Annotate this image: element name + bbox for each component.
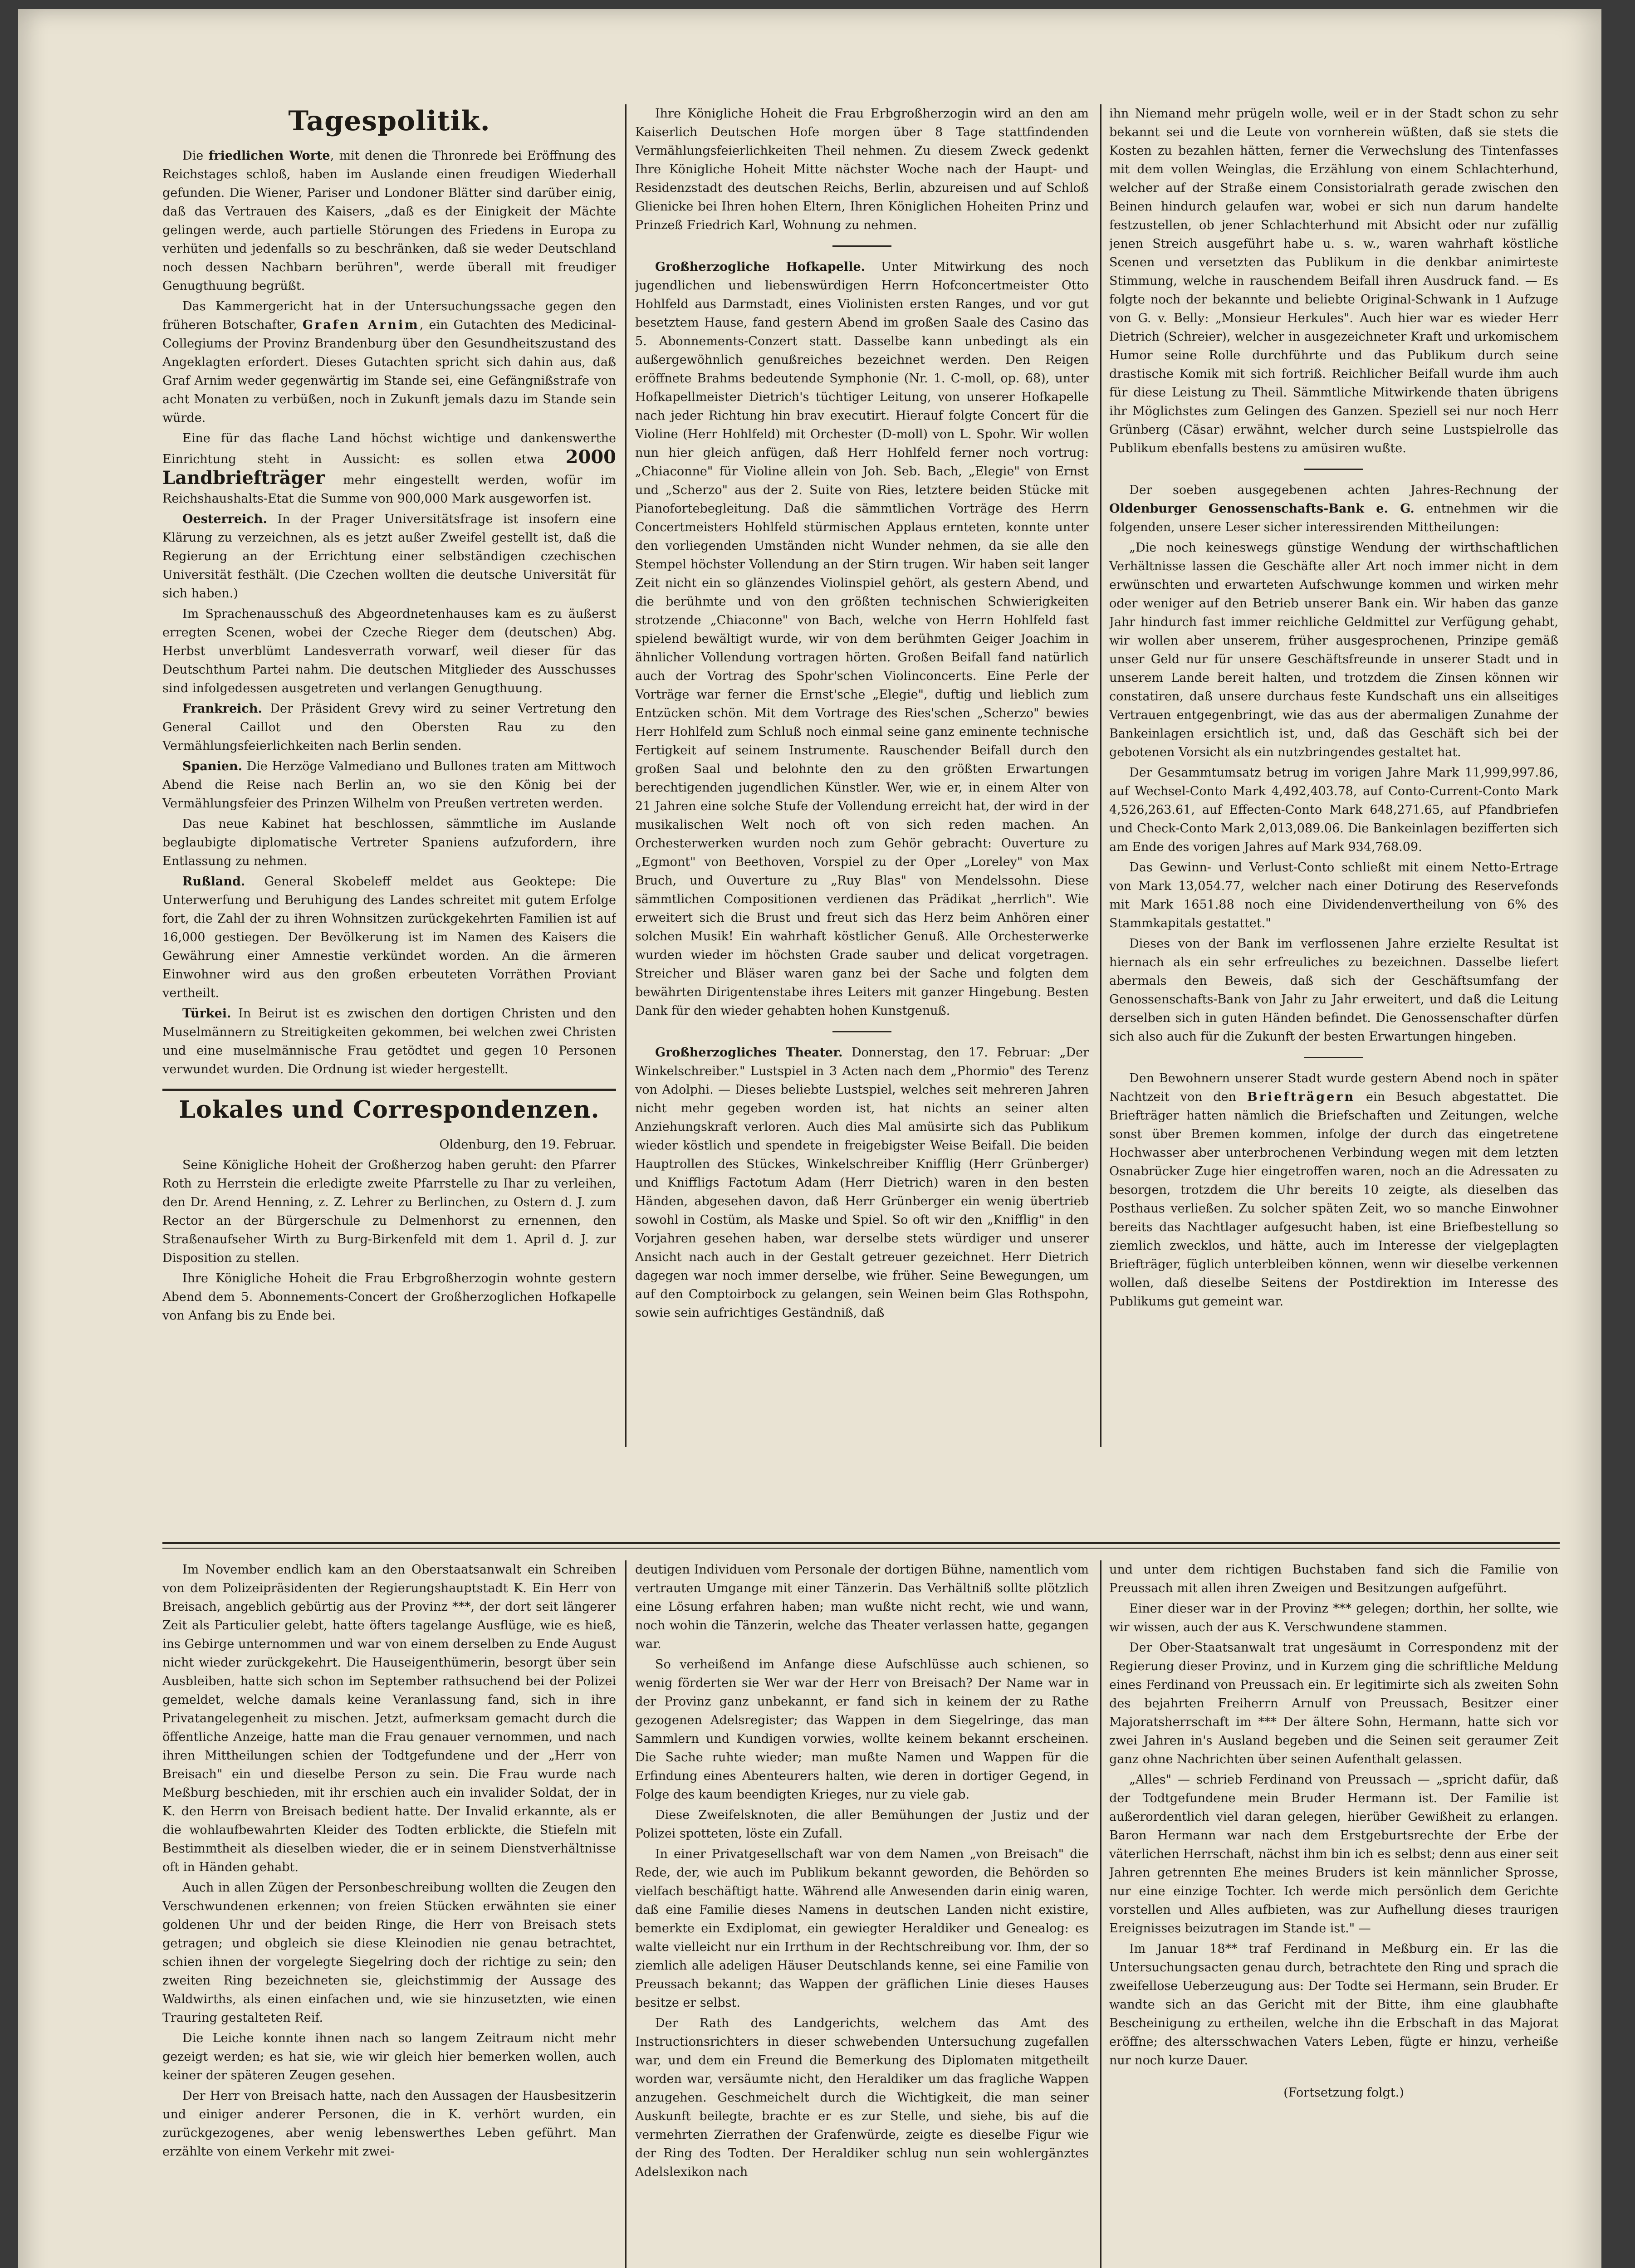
article-erbgrossherzogin-berlin: Ihre Königliche Hoheit die Frau Erbgroßherzogin wird an den am Kaiserlich Deutschen Hofe morgen über 8 Tage stattfindenden Vermählungsfeierlichkeiten Theil nehmen. Zu diesem Zweck gedenkt Ihre Königliche Hoheit Mitte nächster Woche nach der Haupt- und Residenzstadt des deutschen Reichs, Berlin, abzureisen und auf Schloß Glienicke bei Ihren hohen Eltern, Ihren Königlichen Hoheiten Prinz und Prinzeß Friedrich Karl, Wohnung zu nehmen. <box>635 107 1089 232</box>
separator <box>1304 1057 1363 1058</box>
feuilleton-3-3: Der Ober-Staatsanwalt trat ungesäumt in Correspondenz mit der Regierung dieser Provinz, und in Kurzem ging die schriftliche Meldung eines Ferdinand von Preussach ein. Er legitimirte sich als zweiten Sohn des bejahrten Freiherrn Arnulf von Preussach, Besitzer einer Majoratsherrschaft im *** Der ältere Sohn, Hermann, hatte sich vor zwei Jahren in's Ausland begeben und die Seinen seit geraumer Zeit ganz ohne Nachrichten über seinen Aufenthalt gelassen. <box>1109 1641 1558 1766</box>
article-sprachenausschuss: Im Sprachenausschuß des Abgeordnetenhauses kam es zu äußerst erregten Scenen, wobei der Czeche Rieger dem (deutschen) Abg. Herbst unverblümt Landesverrath vorwarf, weil dieser für das Deutschthum Partei nahm. Die deutschen Mitglieder des Ausschusses sind infolgedessen ausgetreten und verlangen Genugthuung. <box>162 607 616 695</box>
feuilleton-2-5: Der Rath des Landgerichts, welchem das Amt des Instructionsrichters in dieser schwebenden Untersuchung zugefallen war, und dem ein Freund die Bemerkung des Diplomaten mitgetheilt worden war, versäumte nicht, den Heraldiker um das fragliche Wappen anzugehen. Geschmeichelt durch die Wichtigkeit, die man seiner Auskunft beilegte, brachte er es zur Stelle, und siehe, bis auf die vermehrten Zierrathen der Grafenwürde, zeigte es dieselbe Figur wie der Ring des Todten. Der Heraldiker schlug nun sein wohlergänztes Adelslexikon nach <box>635 2016 1089 2179</box>
article-friedliche-worte: Die friedlichen Worte, mit denen die Thronrede bei Eröffnung des Reichstages schloß, haben im Auslande einen freudigen Wiederhall gefunden. Die Wiener, Pariser und Londoner Blätter sind darüber einig, daß das Vertrauen des Kaisers, „daß es der Einigkeit der Mächte gelingen werde, auch partielle Störungen des Friedens in Europa zu verhüten und jedenfalls so zu beschränken, daß sie weder Deutschland noch dessen Nachbarn berühren", werde überall mit freudiger Genugthuung begrüßt. <box>162 149 616 293</box>
feuilleton-3-1: und unter dem richtigen Buchstaben fand sich die Familie von Preussach mit allen ihren Zweigen und Besitzungen aufgeführt. <box>1109 1563 1558 1595</box>
column-1 <box>162 102 616 1454</box>
article-frankreich: Frankreich. Der Präsident Grevy wird zu seiner Vertretung den General Caillot und den Obersten Rau zu den Vermählungsfeierlichkeiten nach Berlin senden. <box>162 702 616 753</box>
separator <box>832 1031 891 1032</box>
feuilleton-1-3: Die Leiche konnte ihnen nach so langem Zeitraum nicht mehr gezeigt werden; es hat sie, wie wir gleich hier bemerken wollen, auch keiner der späteren Zeugen gesehen. <box>162 2031 616 2082</box>
feuilleton-3-2: Einer dieser war in der Provinz *** gelegen; dorthin, her sollte, wie wir wissen, auch der aus K. Verschwundene stammen. <box>1109 1602 1558 1634</box>
section-rule <box>162 1089 616 1091</box>
separator <box>832 245 891 247</box>
article-arnim: Das Kammergericht hat in der Untersuchungssache gegen den früheren Botschafter, Grafen Arnim, ein Gutachten des Medicinal-Collegiums der Provinz Brandenburg über den Gesundheitszustand des Angeklagten erfordert. Dieses Gutachten spricht sich dahin aus, daß Graf Arnim weder gegenwärtig im Stande sei, eine Gefängnißstrafe von acht Monaten zu verbüßen, noch in Zukunft jemals dazu im Stande sein würde. <box>162 299 616 425</box>
feuilleton-rule-top <box>162 1542 1560 1544</box>
feuilleton-rule-1 <box>625 1560 627 2268</box>
feuilleton-1-4: Der Herr von Breisach hatte, nach den Aussagen der Hausbesitzerin und einiger anderer Personen, die in K. verhört wurden, ein zurückgezogenes, aber wenig lebenswerthes Leben geführt. Man erzählte von einem Verkehr mit zwei- <box>162 2089 616 2159</box>
feuilleton-rule-2 <box>1100 1560 1101 2268</box>
continuation-note: (Fortsetzung folgt.) <box>1283 2086 1404 2100</box>
feuilleton-1-1: Im November endlich kam an den Oberstaatsanwalt ein Schreiben von dem Polizeipräsidenten der Regierungshauptstadt K. Ein Herr von Breisach, angeblich gebürtig aus der Provinz ***, der dort seit längerer Zeit als Particulier gelebt, hatte öfters tagelange Ausflüge, wie es hieß, ins Gebirge unternommen und war von einem derselben zu Ende August nicht wieder zurückgekehrt. Die Hauseigenthümerin, besorgt über sein Ausbleiben, hatte sich schon im September rathsuchend bei der Polizei gemeldet, welche damals keine Veranlassung fand, sich in ihre Privatangelegenheit zu mischen. Jetzt, aufmerksam gemacht durch die öffentliche Anzeige, hatte man die Frau genauer vernommen, und nach ihren Mittheilungen schien der Todtgefundene und der „Herr von Breisach" ein und dieselbe Person zu sein. Die Frau wurde nach Meßburg beschieden, mit ihr erschien auch ein invalider Soldat, der in K. den Herrn von Breisach bedient hatte. Der Invalid erkannte, als er die wohlaufbewahrten Kleider des Todten erblickte, die Stiefeln mit Bestimmtheit als dieselben wieder, die er in seinem Dienstverhältnisse oft in Händen gehabt. <box>162 1563 616 1874</box>
column-rule-1 <box>625 104 627 1447</box>
heading-tagespolitik: Tagespolitik. <box>288 105 490 137</box>
heading-lokales: Lokales und Correspondenzen. <box>179 1096 600 1124</box>
feuilleton-3-5: Im Januar 18** traf Ferdinand in Meßburg ein. Er las die Untersuchungsacten genau durch, betrachtete den Ring und sprach die zweifellose Ueberzeugung aus: Der Todte sei Hermann, sein Bruder. Er wandte sich an das Gericht mit der Bitte, ihm eine glaubhafte Bescheinigung zu ertheilen, welche ihn die Erbschaft in das Majorat eröffne; des altersschwachen Vaters Leben, fügte er hinzu, verheiße nur noch kurze Dauer. <box>1109 1942 1558 2068</box>
article-genossenschaftsbank: Der soeben ausgegebenen achten Jahres-Rechnung der Oldenburger Genossenschafts-Bank e. G. entnehmen wir die folgenden, unsere Leser sicher interessirenden Mittheilungen: <box>1109 483 1558 534</box>
article-kabinet: Das neue Kabinet hat beschlossen, sämmtliche im Auslande beglaubigte diplomatische Vertreter Spaniens aufzufordern, ihre Entlassung zu nehmen. <box>162 817 616 868</box>
dateline: Oldenburg, den 19. Februar. <box>439 1138 616 1152</box>
bank-report-3: Das Gewinn- und Verlust-Conto schließt mit einem Netto-Ertrage von Mark 13,054.77, welcher nach einer Dotirung des Reservefonds mit Mark 1651.88 noch eine Dividendenvertheilung von 6% des Stammkapitals gestattet." <box>1109 860 1558 930</box>
feuilleton-2-4: In einer Privatgesellschaft war von dem Namen „von Breisach" die Rede, der, wie auch im Publikum bekannt geworden, die Behörden so vielfach beschäftigt hatte. Während alle Anwesenden darin einig waren, daß eine Familie dieses Namens in deutschen Landen nicht existire, bemerkte ein Exdiplomat, ein gewiegter Heraldiker und Genealog: es walte vielleicht nur ein Irrthum in der Rechtschreibung vor. Ihm, der so ziemlich alle adeligen Häuser Deutschlands kenne, sei eine Familie von Preussach bekannt; das Wappen der gräflichen Linie dieses Hauses besitze er selbst. <box>635 1847 1089 2010</box>
feuilleton-column-1 <box>162 1560 616 2268</box>
feuilleton-2-3: Diese Zweifelsknoten, die aller Bemühungen der Justiz und der Polizei spotteten, löste ein Zufall. <box>635 1808 1089 1841</box>
article-oesterreich: Oesterreich. In der Prager Universitätsfrage ist insofern eine Klärung zu verzeichnen, als es jetzt außer Zweifel gestellt ist, daß die Regierung an der Errichtung einer selbständigen czechischen Universität festhält. (Die Czechen wollten die deutsche Universität für sich haben.) <box>162 512 616 601</box>
feuilleton-2-2: So verheißend im Anfange diese Aufschlüsse auch schienen, so wenig förderten sie Wer war der Herr von Breisach? Der Name war in der Provinz ganz unbekannt, er fand sich in keinem der zu Rathe gezogenen Adelsregister; das Wappen in dem Siegelringe, das man Sammlern und Kundigen vorwies, wollte keinem bekannt erscheinen. Die Sache ruhte wieder; man mußte Namen und Wappen für die Erfindung eines Abenteurers halten, wie deren in dortiger Gegend, in Folge des kaum beendigten Krieges, nur zu viele gab. <box>635 1657 1089 1802</box>
article-landbrieftraeger: Eine für das flache Land höchst wichtige und dankenswerthe Einrichtung steht in Aussicht: es sollen etwa 2000 Landbriefträger mehr eingestellt werden, wofür im Reichshaushalts-Etat die Summe von 900,000 Mark ausgeworfen ist. <box>162 431 616 506</box>
article-theater-cont: ihn Niemand mehr prügeln wolle, weil er in der Stadt schon zu sehr bekannt sei und die Leute von vornherein wüßten, daß sie stets die Kosten zu bezahlen hätten, ferner die Verwechslung des Tintenfasses mit dem vollen Weinglas, die Erzählung von einem Schlachterhund, welcher auf der Straße einem Consistorialrath gerade zwischen den Beinen hindurch gelaufen war, wobei er sich nun darum handelte festzustellen, ob jener Schlachterhund mit Absicht oder nur zufällig jenen Streich ausgeführt habe u. s. w., waren wahrhaft köstliche Scenen und versetzten das Publikum in die denkbar animirteste Stimmung, welche in rauschendem Beifall ihren Ausdruck fand. — Es folgte noch der bekannte und beliebte Original-Schwank in 1 Aufzuge von G. v. Belly: „Monsieur Herkules". Auch hier war es wieder Herr Dietrich (Schreier), welcher in ausgezeichneter Kraft und urkomischem Humor seine Rolle durchführte und das Publikum durch seine drastische Komik mit sich fortriß. Reichlicher Beifall wurde ihm auch für diese Leistung zu Theil. Sämmtliche Mitwirkende thaten übrigens ihr Möglichstes zum Gelingen des Ganzen. Speziell sei nur noch Herr Grünberg (Cäsar) erwähnt, welcher durch seine Lustspielrolle das Publikum ebenfalls bestens zu amüsiren wußte. <box>1109 107 1558 455</box>
feuilleton-column-2 <box>635 1560 1089 2268</box>
article-tuerkei: Türkei. In Beirut ist es zwischen den dortigen Christen und den Muselmännern zu Streitigkeiten gekommen, bei welchen zwei Christen und eine muselmännische Frau getödtet und gegen 10 Personen verwundet wurden. Die Ordnung ist wieder hergestellt. <box>162 1007 616 1076</box>
article-brieftraeger: Den Bewohnern unserer Stadt wurde gestern Abend noch in später Nachtzeit von den Briefträgern ein Besuch abgestattet. Die Briefträger hatten nämlich die Briefschaften und Zeitungen, welche sonst über Bremen kommen, infolge der durch das eingetretene Hochwasser aber unterbrochenen Verbindung wegen mit dem letzten Osnabrücker Zuge hier eingetroffen waren, noch an die Adressaten zu besorgen, trotzdem die Uhr bereits 10 zeigte, als dieselben das Posthaus verließen. Zu solcher späten Zeit, wo so manche Einwohner bereits das Nachtlager aufgesucht haben, ist eine Briefbestellung so ziemlich zwecklos, und hätte, auch im Interesse der vielgeplagten Briefträger, füglich unterbleiben können, wenn wir dieselbe verkennen wollen, daß dieselbe Seitens der Postdirektion im Interesse des Publikums gut gemeint war. <box>1109 1071 1558 1309</box>
bank-report-2: Der Gesammtumsatz betrug im vorigen Jahre Mark 11,999,997.86, auf Wechsel-Conto Mark 4,492,403.78, auf Conto-Current-Conto Mark 4,526,263.61, auf Effecten-Conto Mark 648,271.65, auf Pfandbriefen und Check-Conto Mark 2,013,089.06. Die Bankeinlagen bezifferten sich am Ende des vorigen Jahres auf Mark 934,768.09. <box>1109 766 1558 854</box>
bank-report-4: Dieses von der Bank im verflossenen Jahre erzielte Resultat ist hiernach als ein sehr erfreuliches zu bezeichnen. Dasselbe liefert abermals den Beweis, daß sich der Geschäftsumfang der Genossenschafts-Bank von Jahr zu Jahr erweitert, und daß die Leitung derselben sich in guten Händen befindet. Die Genossenschafter dürfen sich also auch für die Zukunft der besten Erwartungen hingeben. <box>1109 937 1558 1044</box>
feuilleton-2-1: deutigen Individuen vom Personale der dortigen Bühne, namentlich vom vertrauten Umgange mit einer Tänzerin. Das Verhältniß sollte plötzlich eine Lösung erfahren haben; man wußte nicht recht, wie und wann, noch wohin die Tänzerin, welche das Theater verlassen hatte, gegangen war. <box>635 1563 1089 1651</box>
article-spanien: Spanien. Die Herzöge Valmediano und Bullones traten am Mittwoch Abend die Reise nach Berlin an, wo sie den König bei der Vermählungsfeier des Prinzen Wilhelm von Preußen vertreten werden. <box>162 759 616 811</box>
bank-report-1: „Die noch keineswegs günstige Wendung der wirthschaftlichen Verhältnisse lassen die Geschäfte aller Art noch immer nicht in dem erwünschten und erwarteten Aufschwunge kommen und wirken mehr oder weniger auf den Betrieb unserer Bank ein. Wir haben das ganze Jahr hindurch fast immer reichliche Geldmittel zur Verfügung gehabt, wir wollen aber unserem, früher ausgesprochenen, Prinzipe gemäß unser Geld nur für unsere Geschäftsfreunde in unserer Stadt und in unserem Lande bereit halten, und trotzdem die Zinsen können wir constatiren, daß unsere durchaus feste Kundschaft uns ein allseitiges Vertrauen entgegenbringt, wie das aus der abermaligen Zunahme der Bankeinlagen ersichtlich ist, und, daß das Geschäft sich bei der gebotenen Vorsicht als ein nutzbringendes gestaltet hat. <box>1109 541 1558 759</box>
feuilleton-rule-top-2 <box>162 1548 1560 1549</box>
feuilleton-3-4: „Alles" — schrieb Ferdinand von Preussach — „spricht dafür, daß der Todtgefundene mein Bruder Hermann ist. Der Familie ist außerordentlich viel daran gelegen, hierüber Gewißheit zu erlangen. Baron Hermann war nach dem Erstgeburtsrechte der Erbe der väterlichen Herrschaft, nächst ihm bin ich es selbst; denn aus einer seit Jahren getrennten Ehe meines Bruders ist kein männlicher Sprosse, nur eine einzige Tochter. Ich werde mich persönlich dem Gerichte vorstellen und Alles aufbieten, was zur Aufhellung dieses traurigen Ereignisses beizutragen im Stande ist." — <box>1109 1773 1558 1936</box>
article-erbgrossherzogin-concert: Ihre Königliche Hoheit die Frau Erbgroßherzogin wohnte gestern Abend dem 5. Abonnements-Concert der Großherzoglichen Hofkapelle von Anfang bis zu Ende bei. <box>162 1271 616 1323</box>
article-theater: Großherzogliches Theater. Donnerstag, den 17. Februar: „Der Winkelschreiber." Lustspiel in 3 Acten nach dem „Phormio" des Terenz von Adolphi. — Dieses beliebte Lustspiel, welches seit mehreren Jahren nicht mehr gegeben worden ist, hat nichts an seiner alten Anziehungskraft verloren. Auch dies Mal amüsirte sich das Publikum wieder köstlich und spendete in freigebigster Weise Beifall. Die beiden Hauptrollen des Stückes, Winkelschreiber Knifflig (Herr Grünberger) und Kniffligs Factotum Adam (Herr Dietrich) waren in den besten Händen, abgesehen davon, daß Herr Grünberger ein wenig übertrieb sowohl in Costüm, als Maske und Spiel. So oft wir den „Knifflig" in den Vorjahren gesehen haben, war derselbe stets würdiger und unserer Ansicht nach auch in der Gestalt getreuer gezeichnet. Herr Dietrich dagegen war noch immer derselbe, wie früher. Seine Bewegungen, um auf den Comptoirbock zu gelangen, sein Weinen beim Glas Rothspohn, sowie sein aufrichtiges Geständniß, daß <box>635 1046 1089 1320</box>
feuilleton-column-3 <box>1109 1560 1558 2268</box>
column-3 <box>1109 104 1558 1456</box>
feuilleton-1-2: Auch in allen Zügen der Personbeschreibung wollten die Zeugen den Verschwundenen erkennen; von freien Stücken erwähnten sie einer goldenen Uhr und der beiden Ringe, die Herr von Breisach stets getragen; und obgleich sie diese Kleinodien nie genau betrachtet, schien ihnen der vorgelegte Siegelring doch der richtige zu sein; den zweiten Ring bezeichneten sie, gleichstimmig der Aussage des Waldwirths, als einen einfachen und, wie sie hinzusetzten, wie einen Trauring gestalteten Reif. <box>162 1881 616 2025</box>
separator <box>1304 469 1363 470</box>
article-russland: Rußland. General Skobeleff meldet aus Geoktepe: Die Unterwerfung und Beruhigung des Landes schreitet mit gutem Erfolge fort, die Zahl der zu ihren Wohnsitzen zurückgekehrten Familien ist auf 16,000 gestiegen. Der Bevölkerung ist im Namen des Kaisers die Gewährung einer Amnestie verkündet worden. An die ärmeren Einwohner wird aus den großen erbeuteten Vorräthen Proviant vertheilt. <box>162 875 616 1000</box>
newspaper-page <box>18 9 1601 2268</box>
article-grossherzog: Seine Königliche Hoheit der Großherzog haben geruht: den Pfarrer Roth zu Herrstein die erledigte zweite Pfarrstelle zu Ihar zu verleihen, den Dr. Arend Henning, z. Z. Lehrer zu Berlinchen, zu Ostern d. J. zum Rector an der Bürgerschule zu Delmenhorst zu ernennen, den Straßenaufseher Wirth zu Burg-Birkenfeld mit dem 1. April d. J. zur Disposition zu stellen. <box>162 1158 616 1265</box>
article-hofkapelle: Großherzogliche Hofkapelle. Unter Mitwirkung des noch jugendlichen und liebenswürdigen Herrn Hofconcertmeister Otto Hohlfeld aus Darmstadt, eines Violinisten ersten Ranges, und vor gut besetztem Hause, fand gestern Abend im großen Saale des Casino das 5. Abonnements-Conzert statt. Dasselbe kann unbedingt als ein außergewöhnlich genußreiches bezeichnet werden. Den Reigen eröffnete Brahms bedeutende Symphonie (Nr. 1. C-moll, op. 68), unter Hofkapellmeister Dietrich's tüchtiger Leitung, von unserer Hofkapelle nach jeder Richtung hin brav executirt. Hierauf folgte Concert für die Violine (Herr Hohlfeld) mit Orchester (D-moll) von L. Spohr. Wir wollen nun hier gleich anfügen, daß Herr Hohlfeld ferner noch vortrug: „Chiaconne" für Violine allein von Joh. Seb. Bach, „Elegie" von Ernst und „Scherzo" aus der 2. Suite von Ries, letztere beiden Stücke mit Pianofortebegleitung. Daß die sämmtlichen Vorträge des Herrn Concertmeisters Hohlfeld stürmischen Applaus ernteten, konnte unter den vorliegenden Umständen nicht Wunder nehmen, da sie alle den Stempel höchster Vollendung an der Stirn trugen. Wir haben seit langer Zeit nicht ein so glänzendes Violinspiel gehört, als gestern Abend, und die berühmte und von den größten technischen Schwierigkeiten strotzende „Chiaconne" von Bach, welche von Herrn Hohlfeld fast spielend bewältigt wurde, wir von dem berühmten Geiger Joachim in ähnlicher Vollendung vortragen hörten. Großen Beifall fand natürlich auch der Vortrag des Spohr'schen Violinconcerts. Eine Perle der Vorträge war ferner die Ernst'sche „Elegie", duftig und lieblich zum Entzücken schön. Mit dem Vortrage des Ries'schen „Scherzo" bewies Herr Hohlfeld zum Schluß noch einmal seine ganz eminente technische Fertigkeit auf seinem Instrumente. Rauschender Beifall durch den großen Saal und belohnte den zu den größten Erwartungen berechtigenden jugendlichen Künstler. Wer, wie er, in einem Alter von 21 Jahren eine solche Stufe der Vollendung erreicht hat, der wird in der musikalischen Welt noch oft von sich reden machen. An Orchesterwerken wurden noch zum Gehör gebracht: Ouverture zu „Egmont" von Beethoven, Vorspiel zu der Oper „Loreley" von Max Bruch, und Ouverture zu „Ruy Blas" von Mendelssohn. Diese sämmtlichen Compositionen verdienen das Prädikat „herrlich". Wie erweitert sich die Brust und freut sich das Herz beim Anhören einer solchen Musik! Ein wahrhaft köstlicher Genuß. Alle Orchesterwerke wurden wieder im höchsten Grade sauber und delicat vorgetragen. Streicher und Bläser waren ganz bei der Sache und folgten dem bewährten Dirigentenstabe ihres Leiters mit ganzer Hingebung. Besten Dank für den wieder gehabten hohen Kunstgenuß. <box>635 260 1089 1018</box>
column-rule-2 <box>1100 104 1101 1447</box>
column-2 <box>635 104 1089 1456</box>
